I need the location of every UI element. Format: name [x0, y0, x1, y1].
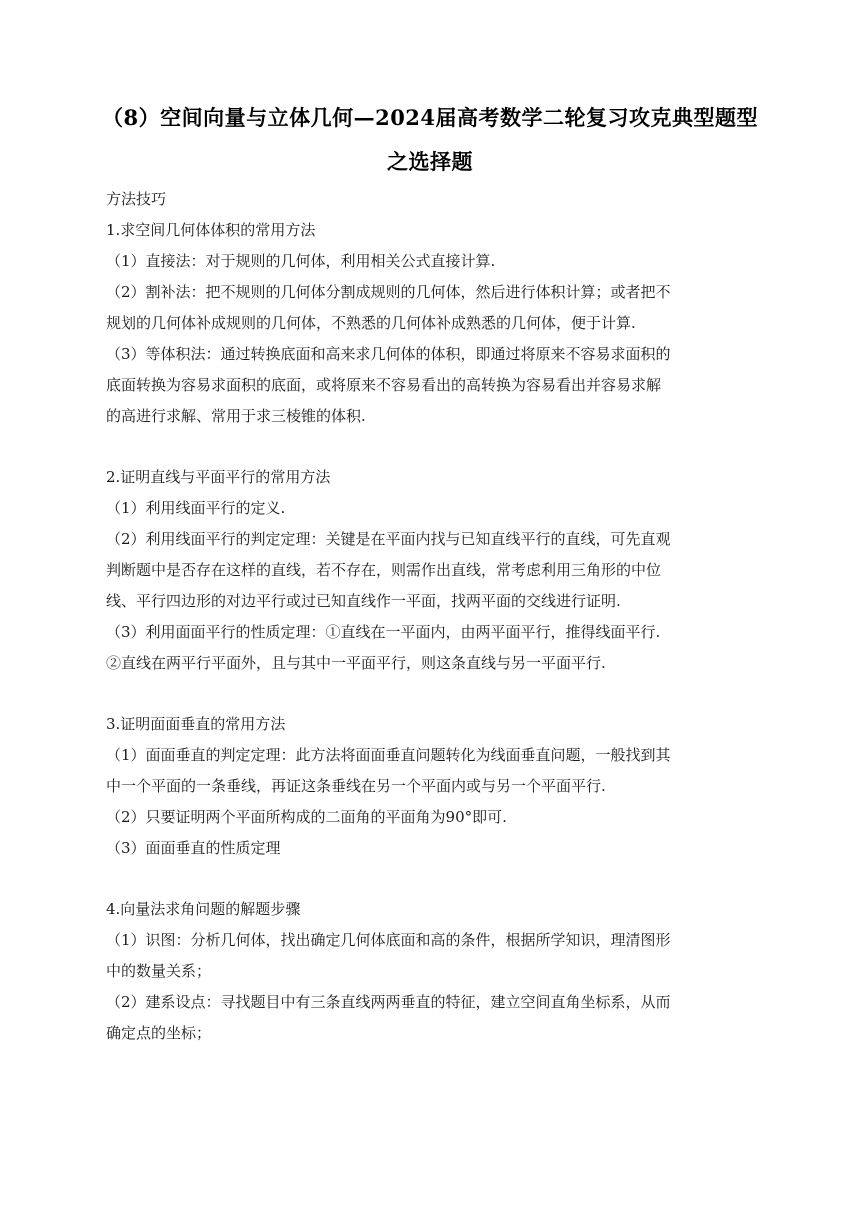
document-body: [106, 184, 756, 1049]
paragraph-spacer: [106, 679, 756, 709]
paragraph-line: （2）割补法：把不规则的几何体分割成规则的几何体，然后进行体积计算；或者把不: [106, 283, 671, 301]
paragraph-line: （2）建系设点：寻找题目中有三条直线两两垂直的特征，建立空间直角坐标系，从而: [106, 993, 671, 1011]
title-line-2: 之选择题: [387, 149, 473, 174]
paragraph-spacer: [106, 432, 756, 462]
section-label: 方法技巧: [106, 190, 167, 208]
paragraph-line: 确定点的坐标；: [106, 1024, 212, 1042]
section-line-plane-parallel: [106, 462, 756, 679]
section-heading: 3.证明面面垂直的常用方法: [106, 715, 286, 733]
paragraph-line: 规划的几何体补成规则的几何体，不熟悉的几何体补成熟悉的几何体，便于计算.: [106, 314, 636, 332]
paragraph-line: 中的数量关系；: [106, 962, 212, 980]
section-heading: 1.求空间几何体体积的常用方法: [106, 221, 316, 239]
section-volume-methods: [106, 215, 756, 432]
paragraph-line: 底面转换为容易求面积的底面，或将原来不容易看出的高转换为容易看出并容易求解: [106, 376, 662, 394]
paragraph-line: （2）利用线面平行的判定定理：关键是在平面内找与已知直线平行的直线，可先直观: [106, 530, 671, 548]
title-line-1: （8）空间向量与立体几何—2024届高考数学二轮复习攻克典型题型: [101, 105, 759, 130]
paragraph-line: （3）等体积法：通过转换底面和高来求几何体的体积，即通过将原来不容易求面积的: [106, 345, 671, 363]
paragraph-line: ②直线在两平行平面外，且与其中一平面平行，则这条直线与另一平面平行.: [106, 654, 606, 672]
section-vector-angle-steps: [106, 894, 756, 1049]
section-heading: 2.证明直线与平面平行的常用方法: [106, 468, 331, 486]
paragraph-line: （1）识图：分析几何体，找出确定几何体底面和高的条件，根据所学知识，理清图形: [106, 931, 671, 949]
paragraph-line: 的高进行求解、常用于求三棱锥的体积.: [106, 407, 366, 425]
paragraph-line: 线、平行四边形的对边平行或过已知直线作一平面，找两平面的交线进行证明.: [106, 592, 621, 610]
paragraph-line: （1）直接法：对于规则的几何体，利用相关公式直接计算.: [106, 252, 496, 270]
document-title: [80, 96, 780, 184]
section-heading: 4.向量法求角问题的解题步骤: [106, 900, 301, 918]
paragraph-line: （3）利用面面平行的性质定理：①直线在一平面内，由两平面平行，推得线面平行.: [106, 623, 661, 641]
paragraph-spacer: [106, 864, 756, 894]
paragraph-line: 中一个平面的一条垂线，再证这条垂线在另一个平面内或与另一个平面平行.: [106, 777, 606, 795]
paragraph-line: （1）面面垂直的判定定理：此方法将面面垂直问题转化为线面垂直问题，一般找到其: [106, 746, 671, 764]
paragraph-line: （2）只要证明两个平面所构成的二面角的平面角为90°即可.: [106, 808, 507, 826]
section-plane-perpendicular: [106, 709, 756, 864]
paragraph-line: （3）面面垂直的性质定理: [106, 839, 281, 857]
paragraph-line: 判断题中是否存在这样的直线，若不存在，则需作出直线，常考虑利用三角形的中位: [106, 561, 662, 579]
paragraph-line: （1）利用线面平行的定义.: [106, 499, 286, 517]
